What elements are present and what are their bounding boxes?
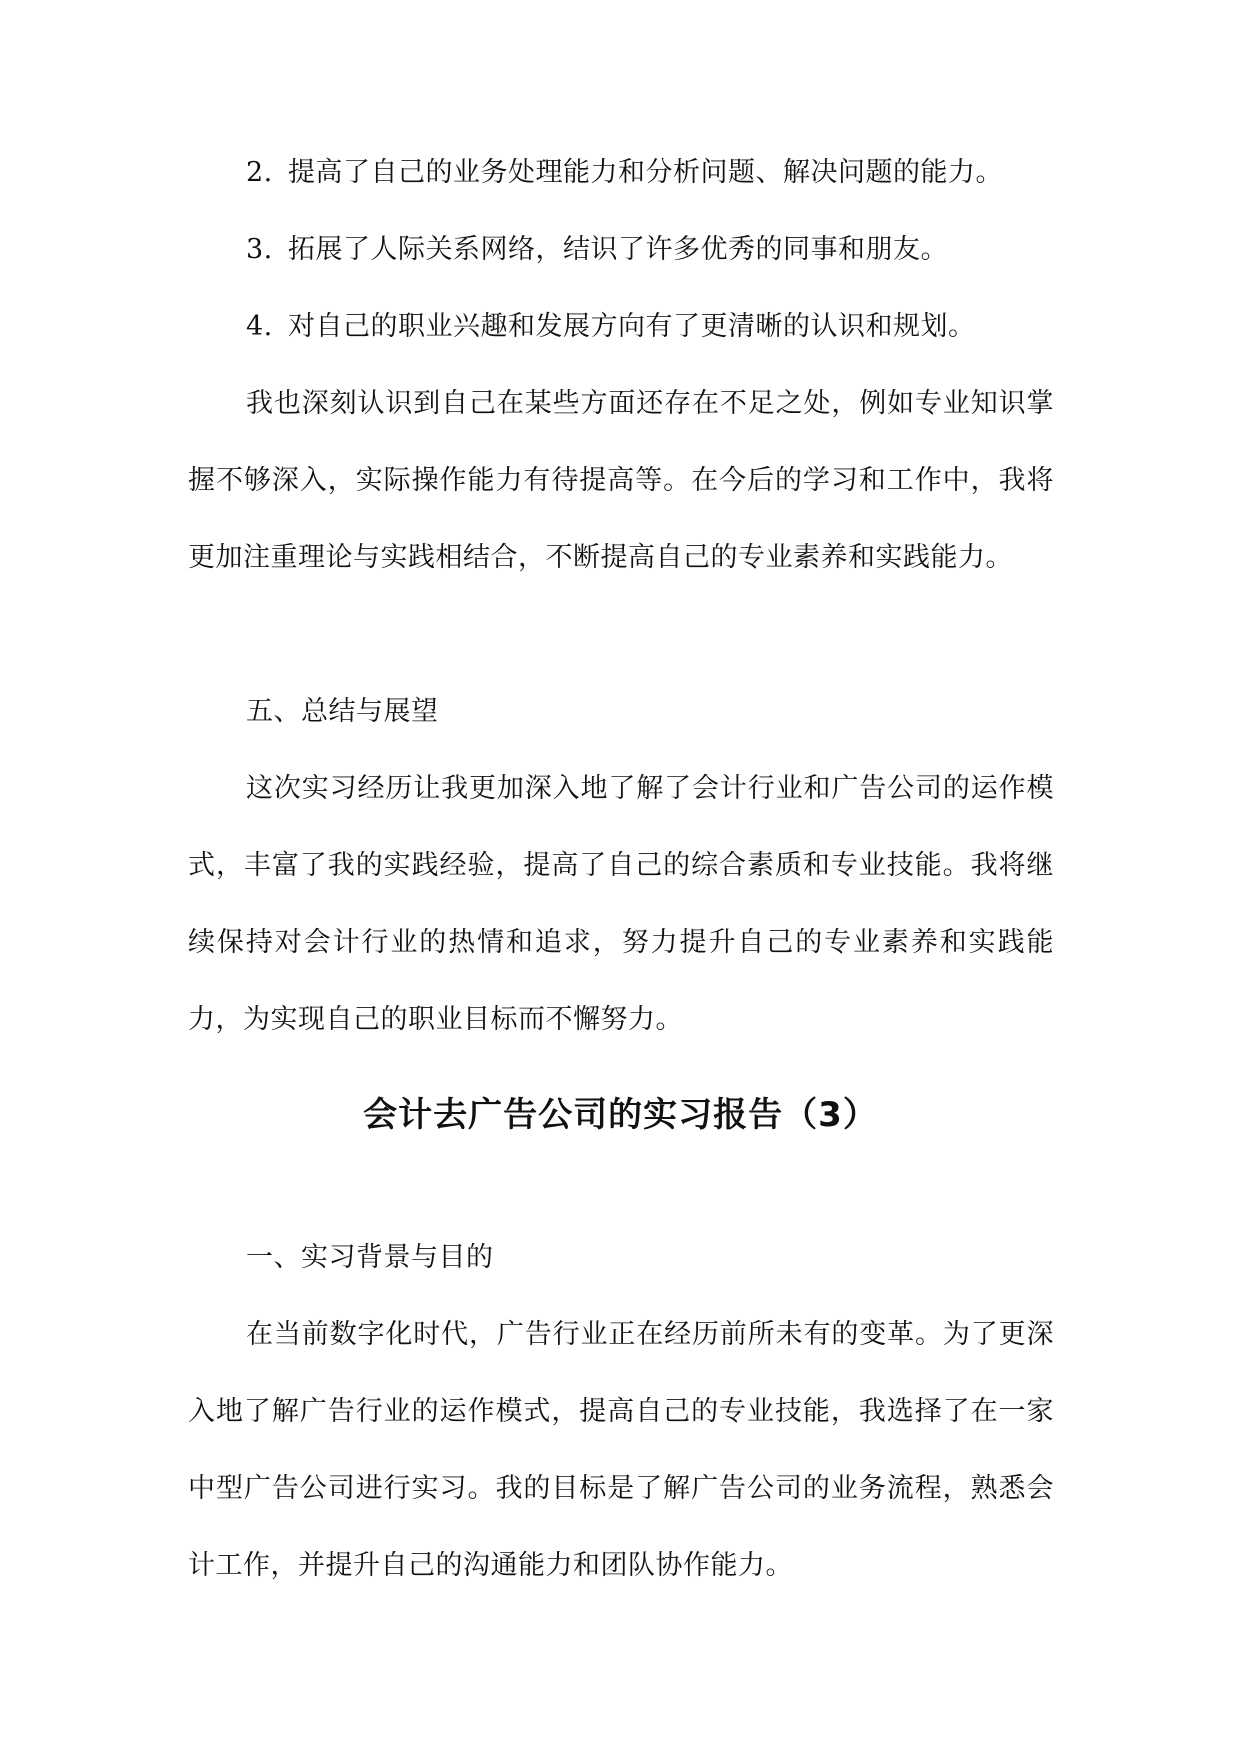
list-item-4	[246, 288, 1066, 365]
list-text: 提高了自己的业务处理能力和分析问题、解决问题的能力。	[288, 157, 1003, 188]
list-text: 对自己的职业兴趣和发展方向有了更清晰的认识和规划。	[288, 311, 976, 342]
list-item-3	[246, 211, 1066, 288]
report-title: 会计去广告公司的实习报告（3）	[363, 1095, 878, 1135]
list-number: 3.	[246, 234, 273, 265]
list-number: 4.	[246, 311, 273, 342]
section-1-heading: 一、实习背景与目的	[246, 1242, 494, 1273]
list-number: 2.	[246, 157, 273, 188]
paragraph-shortcomings: 我也深刻认识到自己在某些方面还存在不足之处，例如专业知识掌握不够深入，实际操作能力有待提高等。在今后的学习和工作中，我将更加注重理论与实践相结合，不断提高自己的专业素养和实践能力。	[188, 388, 1054, 573]
list-item-2	[246, 134, 1066, 211]
paragraph-background: 在当前数字化时代，广告行业正在经历前所未有的变革。为了更深入地了解广告行业的运作模式，提高自己的专业技能，我选择了在一家中型广告公司进行实习。我的目标是了解广告公司的业务流程，熟悉会计工作，并提升自己的沟通能力和团队协作能力。	[188, 1319, 1054, 1581]
list-text: 拓展了人际关系网络，结识了许多优秀的同事和朋友。	[288, 234, 948, 265]
section-5-heading: 五、总结与展望	[246, 696, 439, 727]
paragraph-summary: 这次实习经历让我更加深入地了解了会计行业和广告公司的运作模式，丰富了我的实践经验，提高了自己的综合素质和专业技能。我将继续保持对会计行业的热情和追求，努力提升自己的专业素养和实践能力，为实现自己的职业目标而不懈努力。	[188, 773, 1054, 1035]
